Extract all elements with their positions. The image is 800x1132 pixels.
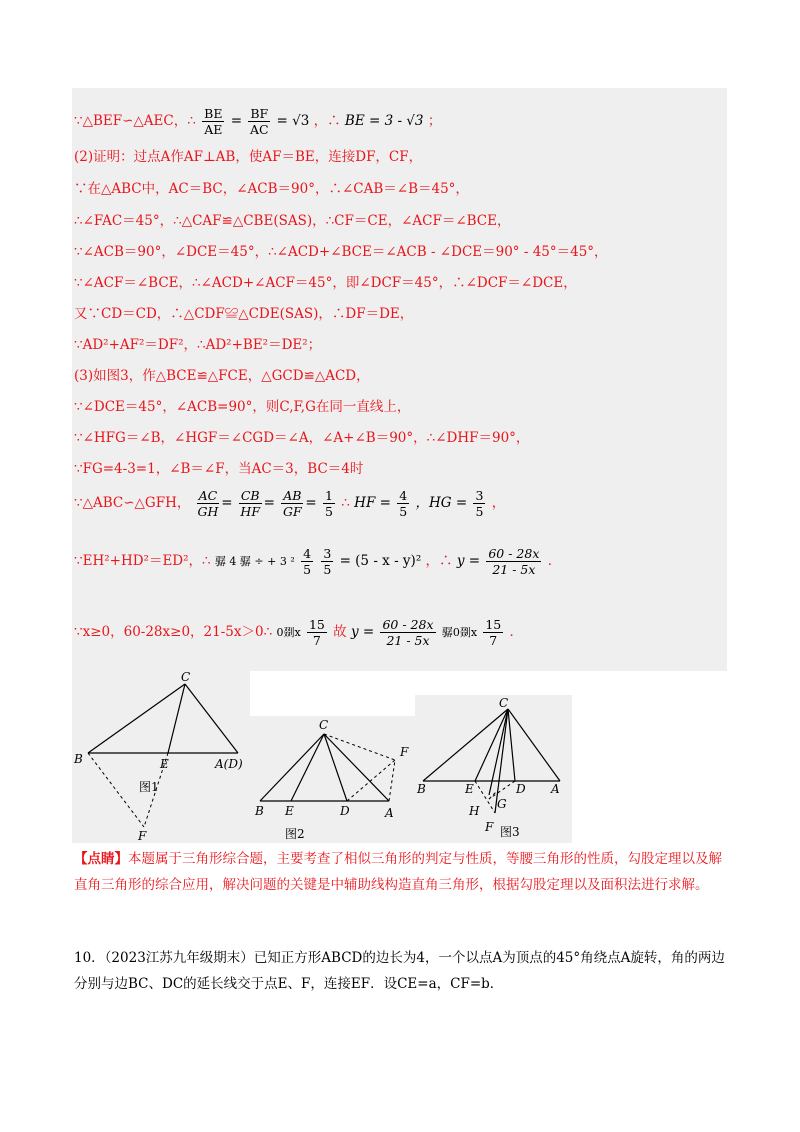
fig2-label-e: E <box>285 804 294 818</box>
fraction-ac-gh: $\frac{AC}{GH}$ <box>197 488 219 519</box>
note-tag: 【点睛】 <box>74 851 128 867</box>
fig1-label-ad: A(D) <box>215 757 243 771</box>
fraction-4-5-b: $\frac{4}{5}$ <box>303 546 312 577</box>
fig2-edge-ce <box>291 734 324 801</box>
solution-line-13: ∵△ABC∽△GFH， $\frac{AC}{GH}$ = $\frac{CB}{HF}$ = $\frac{AB}{GF}$ = $\frac{1}{5}$ ∴ HF = $\frac{4}{5}$ ，HG = $\frac{3}{5}$ ， <box>74 488 506 519</box>
fig1-dash-bf <box>88 753 144 827</box>
fig2-edge-ca <box>324 734 389 801</box>
fig2-edge-bc <box>260 734 324 801</box>
fraction-be-ae: $\frac{BE}{AE}$ <box>204 106 223 137</box>
fig1-edge-ca <box>185 684 238 753</box>
fraction-3-5: $\frac{3}{5}$ <box>475 488 484 519</box>
fig2-label-b: B <box>255 804 264 818</box>
fig2-label-f: F <box>400 745 409 759</box>
solution-line-1: ∵△BEF∽△AEC，∴ $\frac{BE}{AE}$ = $\frac{BF}{AC}$ = √3 ，∴ BE = 3 - √3 ； <box>74 106 442 137</box>
figure-1 <box>72 671 252 846</box>
fraction-3-5-b: $\frac{3}{5}$ <box>323 546 332 577</box>
solution-line-11: ∵∠HFG＝∠B，∠HGF＝∠CGD＝∠A，∠A+∠B＝90°，∴∠DHF＝90°， <box>74 430 530 446</box>
fig3-caption: 图3 <box>500 825 520 839</box>
solution-line-5: ∵∠ACB＝90°，∠DCE＝45°，∴∠ACD+∠BCE＝∠ACB - ∠DCE＝90° - 45°＝45°， <box>74 244 608 260</box>
fraction-bf-ac: $\frac{BF}{AC}$ <box>249 106 269 137</box>
fraction-y-expr-b: $\frac{60 - 28x}{21 - 5x}$ <box>382 617 434 648</box>
fraction-15-7-b: $\frac{15}{7}$ <box>485 617 502 648</box>
fig1-label-f: F <box>138 829 147 843</box>
commentary-note <box>74 846 729 898</box>
fig1-label-c: C <box>181 671 191 684</box>
fig3-label-f: F <box>485 820 494 834</box>
fraction-ab-gf: $\frac{AB}{GF}$ <box>282 488 302 519</box>
fig2-label-a: A <box>385 806 394 820</box>
fig3-label-c: C <box>499 696 509 710</box>
fig2-dash-df <box>347 760 395 801</box>
fig2-caption: 图2 <box>285 827 305 841</box>
fig3-edge-cd <box>508 709 515 781</box>
question-10: 10．（2023江苏九年级期末）已知正方形ABCD的边长为4，一个以点A为顶点的45°角绕点A旋转，角的两边分别与边BC、DC的延长线交于点E、F，连接EF．设CE=a，CF=b． <box>74 950 725 992</box>
solution-line-7: 又∵CD＝CD，∴△CDF≌△CDE(SAS)，∴DF＝DE， <box>74 306 414 322</box>
fraction-15-7: $\frac{15}{7}$ <box>308 617 325 648</box>
fig1-label-e: E <box>160 757 169 771</box>
solution-line-9: (3)如图3，作△BCE≌△FCE，△GCD≌△ACD， <box>74 368 370 384</box>
solution-line-15: ∵x≥0，60-28x≥0，21-5x＞0∴ 0剟x $\frac{15}{7}$ 故 y = $\frac{60 - 28x}{21 - 5x}$ 骣0剟x $\frac{15}{7}$ ． <box>74 617 524 648</box>
fig1-caption: 图1 <box>139 780 159 794</box>
solution-line-10: ∵∠DCE＝45°，∠ACB=90°，则C,F,G在同一直线上， <box>74 399 411 415</box>
fig3-label-e: E <box>465 782 474 796</box>
fig3-edge-bc <box>423 709 508 781</box>
fig3-edge-ca <box>508 709 560 781</box>
solution-line-4: ∴∠FAC＝45°，∴△CAF≌△CBE(SAS)，∴CF＝CE，∠ACF＝∠BCE， <box>74 213 511 229</box>
fig2-dash-cf <box>324 734 395 760</box>
fraction-4-5: $\frac{4}{5}$ <box>399 488 408 519</box>
solution-line-14: ∵EH²+HD²＝ED²，∴ 骣 4 骣 ÷ + 3 ² $\frac{4}{5}$ $\frac{3}{5}$ = (5 - x - y)² ，∴ y = $\frac{60 - 28x}{21 - 5x}$ ． <box>74 546 562 577</box>
fig3-label-d: D <box>516 782 526 796</box>
fig3-label-b: B <box>417 782 426 796</box>
fraction-cb-hf: $\frac{CB}{HF}$ <box>240 488 260 519</box>
fraction-1-5: $\frac{1}{5}$ <box>325 488 333 519</box>
figure-3 <box>415 695 575 845</box>
fraction-y-expr: $\frac{60 - 28x}{21 - 5x}$ <box>488 546 540 577</box>
fig1-label-b: B <box>74 752 83 766</box>
figure-2 <box>250 716 415 846</box>
fig2-label-c: C <box>319 718 329 732</box>
fig2-dash-af <box>389 760 395 801</box>
fig2-edge-cd <box>324 734 347 801</box>
fig2-label-d: D <box>340 804 350 818</box>
solution-line-12: ∵FG=4-3=1，∠B＝∠F，当AC＝3，BC＝4时 <box>74 461 364 477</box>
fig3-label-a: A <box>551 782 560 796</box>
solution-line-2: (2)证明：过点A作AF⊥AB，使AF＝BE，连接DF，CF， <box>74 149 423 165</box>
solution-line-3: ∵在△ABC中，AC＝BC，∠ACB＝90°，∴∠CAB＝∠B＝45°， <box>74 181 469 197</box>
fig3-label-h: H <box>469 804 480 818</box>
fig3-label-g: G <box>497 797 507 811</box>
note-text: 本题属于三角形综合题，主要考查了相似三角形的判定与性质，等腰三角形的性质，勾股定理以及解直角三角形的综合应用，解决问题的关键是中辅助线构造直角三角形，根据勾股定理以及面积法进行求解。 <box>74 851 722 893</box>
solution-line-8: ∵AD²+AF²＝DF²，∴AD²+BE²＝DE²； <box>74 337 322 353</box>
solution-line-6: ∵∠ACF＝∠BCE，∴∠ACD+∠ACF＝45°，即∠DCF＝45°，∴∠DCF＝∠DCE， <box>74 275 577 291</box>
